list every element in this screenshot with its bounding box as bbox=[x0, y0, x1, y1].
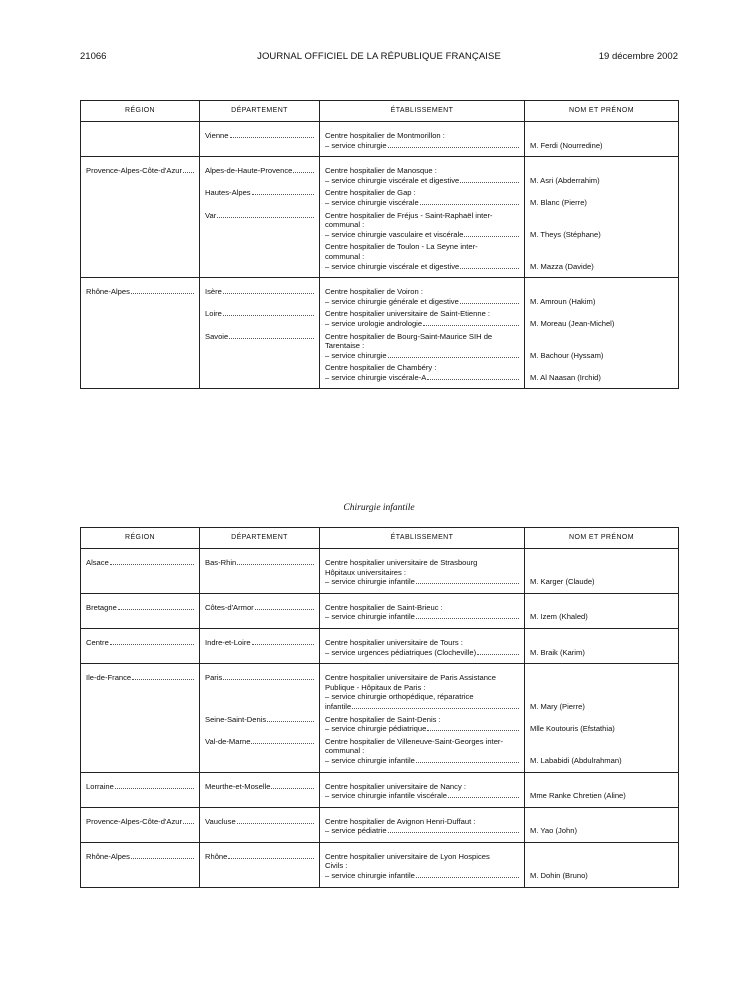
departement-cell bbox=[200, 329, 320, 361]
service-line bbox=[325, 577, 519, 587]
etablissement-cell bbox=[320, 239, 525, 277]
column-header-region: RÉGION bbox=[81, 528, 200, 549]
region-name: Rhône-Alpes bbox=[86, 287, 130, 297]
person-name: M. Moreau (Jean-Michel) bbox=[530, 318, 615, 328]
service-name: – service chirurgie bbox=[325, 140, 387, 150]
dot-leader bbox=[217, 217, 314, 218]
departement-cell bbox=[200, 712, 320, 734]
etablissement-line: Centre hospitalier universitaire de Nancy : bbox=[325, 781, 466, 791]
table-row bbox=[81, 628, 679, 663]
dot-leader bbox=[118, 609, 194, 610]
person-name: M. Mazza (Davide) bbox=[530, 261, 594, 271]
etablissement-cell bbox=[320, 807, 525, 842]
departement-cell bbox=[200, 185, 320, 207]
person-name: M. Braik (Karim) bbox=[530, 647, 585, 657]
etablissement-line: Civils : bbox=[325, 861, 348, 871]
dot-leader bbox=[237, 823, 314, 824]
dot-leader bbox=[423, 325, 519, 326]
dot-leader bbox=[110, 644, 194, 645]
etablissement-line: Centre hospitalier de Fréjus - Saint-Raphaël inter- bbox=[325, 210, 493, 220]
region-name-cell bbox=[86, 852, 194, 862]
nom-cell bbox=[525, 807, 679, 842]
departement-name-cell bbox=[205, 188, 314, 198]
departement-name-cell bbox=[205, 287, 314, 297]
region-cell bbox=[81, 185, 200, 207]
table-body bbox=[81, 549, 679, 888]
person-name: M. Dohin (Bruno) bbox=[530, 871, 588, 881]
journal-title: JOURNAL OFFICIEL DE LA RÉPUBLIQUE FRANÇAISE bbox=[257, 51, 501, 62]
person-name: M. Al Naasan (Irchid) bbox=[530, 372, 601, 382]
region-name-cell bbox=[86, 603, 194, 613]
dot-leader bbox=[388, 357, 519, 358]
departement-cell bbox=[200, 734, 320, 772]
departement-name-cell bbox=[205, 332, 314, 342]
page-number: 21066 bbox=[80, 51, 107, 62]
region-cell bbox=[81, 593, 200, 628]
person-name: M. Lababidi (Abdulrahman) bbox=[530, 755, 622, 765]
etablissement-line: Centre hospitalier de Montmorillon : bbox=[325, 131, 445, 140]
region-name-cell bbox=[86, 673, 194, 683]
table-row bbox=[81, 842, 679, 887]
etablissement-line: Centre hospitalier universitaire de Saint-Etienne : bbox=[325, 309, 491, 319]
service-name: – service chirurgie viscérale et digestive bbox=[325, 175, 460, 185]
service-name: – service chirurgie vasculaire et viscérale bbox=[325, 229, 464, 239]
departement-cell bbox=[200, 360, 320, 389]
departement-cell bbox=[200, 772, 320, 807]
departement-name-cell bbox=[205, 817, 314, 827]
person-name: M. Blanc (Pierre) bbox=[530, 197, 587, 207]
dot-leader bbox=[388, 147, 519, 148]
departement-name: Côtes-d'Armor bbox=[205, 602, 254, 612]
service-name: – service chirurgie infantile bbox=[325, 577, 415, 587]
region-name-cell bbox=[86, 638, 194, 648]
dot-leader bbox=[132, 679, 194, 680]
nom-cell bbox=[525, 329, 679, 361]
region-name: Provence-Alpes-Côte-d'Azur bbox=[86, 816, 182, 826]
table-row bbox=[81, 278, 679, 307]
table-row bbox=[81, 306, 679, 328]
table-row bbox=[81, 208, 679, 240]
departement-name: Savoie bbox=[205, 331, 229, 341]
dot-leader bbox=[293, 172, 314, 173]
departement-name: Val-de-Marne bbox=[205, 736, 251, 746]
etablissement-line: Centre hospitalier universitaire de Tours : bbox=[325, 637, 463, 647]
etablissement-line: Centre hospitalier de Avignon Henri-Duffaut : bbox=[325, 816, 476, 826]
dot-leader bbox=[131, 858, 194, 859]
table-row bbox=[81, 329, 679, 361]
region-cell bbox=[81, 239, 200, 277]
departement-cell bbox=[200, 549, 320, 594]
dot-leader bbox=[110, 564, 194, 565]
column-header-etablissement: ÉTABLISSEMENT bbox=[320, 528, 525, 549]
departement-name: Indre-et-Loire bbox=[205, 637, 251, 647]
service-name: – service chirurgie infantile viscérale bbox=[325, 791, 447, 801]
etablissement-line: Centre hospitalier de Toulon - La Seyne inter- bbox=[325, 242, 478, 252]
service-line bbox=[325, 230, 519, 240]
nom-cell bbox=[525, 593, 679, 628]
etablissement-line: Publique - Hôpitaux de Paris : bbox=[325, 682, 426, 692]
table-row bbox=[81, 157, 679, 186]
page-header bbox=[80, 51, 678, 65]
nom-cell bbox=[525, 360, 679, 389]
nom-cell bbox=[525, 122, 679, 157]
service-line bbox=[325, 702, 519, 712]
service-name: – service chirurgie infantile bbox=[325, 871, 415, 881]
column-header-etablissement: ÉTABLISSEMENT bbox=[320, 101, 525, 122]
dot-leader bbox=[230, 137, 314, 138]
region-cell bbox=[81, 306, 200, 328]
table-row bbox=[81, 122, 679, 157]
etablissement-cell bbox=[320, 664, 525, 712]
service-line bbox=[325, 262, 519, 272]
dot-leader bbox=[271, 788, 314, 789]
service-line bbox=[325, 648, 519, 658]
region-cell bbox=[81, 734, 200, 772]
person-name: M. Yao (John) bbox=[530, 826, 577, 836]
table-row bbox=[81, 239, 679, 277]
dot-leader bbox=[460, 303, 519, 304]
region-name: Alsace bbox=[86, 558, 109, 567]
table-row bbox=[81, 664, 679, 712]
service-line bbox=[325, 198, 519, 208]
dot-leader bbox=[388, 832, 519, 833]
person-name: M. Theys (Stéphane) bbox=[530, 229, 601, 239]
nom-cell bbox=[525, 239, 679, 277]
table-row bbox=[81, 549, 679, 594]
table-row bbox=[81, 185, 679, 207]
dot-leader bbox=[252, 194, 314, 195]
etablissement-cell bbox=[320, 549, 525, 594]
departement-cell bbox=[200, 157, 320, 186]
dot-leader bbox=[131, 293, 194, 294]
region-cell bbox=[81, 664, 200, 712]
departement-name-cell bbox=[205, 852, 314, 862]
etablissement-line: Centre hospitalier universitaire de Lyon Hospices bbox=[325, 851, 490, 861]
region-name: Rhône-Alpes bbox=[86, 851, 130, 861]
nom-cell bbox=[525, 628, 679, 663]
departement-name: Rhône bbox=[205, 851, 228, 861]
region-cell bbox=[81, 807, 200, 842]
dot-leader bbox=[416, 877, 519, 878]
service-name: – service urgences pédiatriques (Clocheville) bbox=[325, 647, 477, 657]
departement-name: Meurthe-et-Moselle bbox=[205, 781, 271, 791]
etablissement-cell bbox=[320, 734, 525, 772]
departement-name: Paris bbox=[205, 673, 223, 683]
dot-leader bbox=[464, 236, 519, 237]
region-name-cell bbox=[86, 817, 194, 827]
person-name: M. Asri (Abderrahim) bbox=[530, 175, 600, 185]
region-cell bbox=[81, 122, 200, 157]
service-line bbox=[325, 724, 519, 734]
etablissement-line: communal : bbox=[325, 251, 365, 261]
dot-leader bbox=[416, 762, 519, 763]
nom-cell bbox=[525, 208, 679, 240]
departement-name: Vaucluse bbox=[205, 816, 236, 826]
etablissement-line: Centre hospitalier de Villeneuve-Saint-Georges inter- bbox=[325, 736, 503, 746]
table-row bbox=[81, 593, 679, 628]
dot-leader bbox=[477, 654, 519, 655]
departement-name: Seine-Saint-Denis bbox=[205, 714, 267, 724]
etablissement-line: communal : bbox=[325, 746, 365, 756]
etablissement-line: – service chirurgie orthopédique, réparatrice bbox=[325, 692, 474, 702]
dot-leader bbox=[416, 583, 519, 584]
etablissement-cell bbox=[320, 306, 525, 328]
departement-name: Hautes-Alpes bbox=[205, 188, 251, 198]
region-name: Provence-Alpes-Côte-d'Azur bbox=[86, 166, 182, 176]
nom-cell bbox=[525, 549, 679, 594]
service-line bbox=[325, 826, 519, 836]
departement-cell bbox=[200, 306, 320, 328]
table-body bbox=[81, 122, 679, 389]
column-header-nom: NOM ET PRÉNOM bbox=[525, 528, 679, 549]
departement-name-cell bbox=[205, 737, 314, 747]
service-name: – service chirurgie viscérale-A bbox=[325, 372, 427, 382]
service-name: – service chirurgie infantile bbox=[325, 755, 415, 765]
region-name: Ile-de-France bbox=[86, 673, 132, 683]
dot-leader bbox=[427, 379, 519, 380]
etablissement-line: Tarentaise : bbox=[325, 341, 365, 351]
etablissement-cell bbox=[320, 593, 525, 628]
region-cell bbox=[81, 628, 200, 663]
etablissement-cell bbox=[320, 712, 525, 734]
region-name-cell bbox=[86, 287, 194, 297]
departement-cell bbox=[200, 593, 320, 628]
etablissement-line: Centre hospitalier de Saint-Brieuc : bbox=[325, 602, 443, 612]
person-name: Mlle Koutouris (Efstathia) bbox=[530, 724, 615, 734]
region-cell bbox=[81, 842, 200, 887]
nom-cell bbox=[525, 842, 679, 887]
nom-cell bbox=[525, 185, 679, 207]
service-line bbox=[325, 297, 519, 307]
region-name: Lorraine bbox=[86, 781, 114, 791]
dot-leader bbox=[416, 618, 519, 619]
departement-name-cell bbox=[205, 166, 314, 176]
column-header-departement: DÉPARTEMENT bbox=[200, 528, 320, 549]
dot-leader bbox=[237, 564, 314, 565]
service-line bbox=[325, 871, 519, 881]
service-name: – service chirurgie bbox=[325, 350, 387, 360]
service-line bbox=[325, 176, 519, 186]
table-row bbox=[81, 807, 679, 842]
departement-name: Isère bbox=[205, 287, 222, 297]
departement-cell bbox=[200, 842, 320, 887]
dot-leader bbox=[183, 823, 194, 824]
person-name: Mme Ranke Chretien (Aline) bbox=[530, 791, 626, 801]
departement-name: Var bbox=[205, 210, 217, 220]
service-name: – service chirurgie pédiatrique bbox=[325, 724, 427, 734]
dot-leader bbox=[267, 721, 314, 722]
service-name: – service urologie andrologie bbox=[325, 318, 423, 328]
etablissement-cell bbox=[320, 628, 525, 663]
dot-leader bbox=[448, 797, 519, 798]
dot-leader bbox=[252, 644, 314, 645]
departement-name-cell bbox=[205, 558, 314, 568]
departement-cell bbox=[200, 807, 320, 842]
service-line bbox=[325, 319, 519, 329]
dot-leader bbox=[229, 338, 314, 339]
service-line bbox=[325, 351, 519, 361]
departement-name-cell bbox=[205, 673, 314, 683]
dot-leader bbox=[251, 743, 314, 744]
etablissement-line: Centre hospitalier de Chambéry : bbox=[325, 363, 437, 373]
service-line bbox=[325, 612, 519, 622]
column-header-departement: DÉPARTEMENT bbox=[200, 101, 320, 122]
region-name: Bretagne bbox=[86, 602, 117, 612]
region-cell bbox=[81, 712, 200, 734]
etablissement-line: Centre hospitalier universitaire de Strasbourg bbox=[325, 558, 478, 567]
nom-cell bbox=[525, 306, 679, 328]
etablissement-cell bbox=[320, 122, 525, 157]
dot-leader bbox=[420, 204, 519, 205]
table-row bbox=[81, 712, 679, 734]
departement-name: Alpes-de-Haute-Provence bbox=[205, 166, 293, 176]
nom-cell bbox=[525, 772, 679, 807]
person-name: M. Karger (Claude) bbox=[530, 577, 595, 587]
table-chirurgie bbox=[80, 100, 679, 389]
departement-cell bbox=[200, 628, 320, 663]
departement-name: Loire bbox=[205, 309, 222, 319]
etablissement-cell bbox=[320, 278, 525, 307]
region-name-cell bbox=[86, 782, 194, 792]
departement-name-cell bbox=[205, 603, 314, 613]
column-header-nom: NOM ET PRÉNOM bbox=[525, 101, 679, 122]
person-name: M. Amroun (Hakim) bbox=[530, 296, 596, 306]
etablissement-cell bbox=[320, 208, 525, 240]
dot-leader bbox=[183, 172, 194, 173]
dot-leader bbox=[223, 315, 314, 316]
region-cell bbox=[81, 360, 200, 389]
departement-cell bbox=[200, 664, 320, 712]
service-name: – service chirurgie viscérale et digestive bbox=[325, 261, 460, 271]
dot-leader bbox=[352, 708, 519, 709]
etablissement-line: Centre hospitalier de Gap : bbox=[325, 188, 416, 198]
etablissement-line: Centre hospitalier de Saint-Denis : bbox=[325, 714, 441, 724]
dot-leader bbox=[223, 679, 314, 680]
service-line bbox=[325, 756, 519, 766]
departement-cell bbox=[200, 278, 320, 307]
etablissement-line: Centre hospitalier de Bourg-Saint-Maurice SIH de bbox=[325, 331, 493, 341]
etablissement-cell bbox=[320, 360, 525, 389]
region-name-cell bbox=[86, 558, 194, 568]
dot-leader bbox=[223, 293, 314, 294]
etablissement-cell bbox=[320, 329, 525, 361]
dot-leader bbox=[115, 788, 194, 789]
publication-date: 19 décembre 2002 bbox=[598, 51, 678, 62]
table-chirurgie-infantile bbox=[80, 527, 679, 888]
nom-cell bbox=[525, 157, 679, 186]
departement-name: Vienne bbox=[205, 131, 229, 140]
departement-cell bbox=[200, 122, 320, 157]
departement-cell bbox=[200, 208, 320, 240]
departement-name-cell bbox=[205, 782, 314, 792]
service-name: – service chirurgie infantile bbox=[325, 612, 415, 622]
person-name: M. Bachour (Hyssam) bbox=[530, 350, 604, 360]
dot-leader bbox=[460, 268, 519, 269]
nom-cell bbox=[525, 712, 679, 734]
dot-leader bbox=[255, 609, 314, 610]
service-name: – service chirurgie générale et digestive bbox=[325, 296, 459, 306]
etablissement-line: communal : bbox=[325, 220, 365, 230]
region-cell bbox=[81, 208, 200, 240]
etablissement-line: Centre hospitalier de Voiron : bbox=[325, 287, 423, 297]
etablissement-cell bbox=[320, 185, 525, 207]
dot-leader bbox=[427, 730, 519, 731]
service-line bbox=[325, 141, 519, 151]
service-name: – service chirurgie viscérale bbox=[325, 197, 419, 207]
departement-name-cell bbox=[205, 638, 314, 648]
departement-name-cell bbox=[205, 211, 314, 221]
region-cell bbox=[81, 772, 200, 807]
departement-name-cell bbox=[205, 309, 314, 319]
etablissement-cell bbox=[320, 842, 525, 887]
region-cell bbox=[81, 157, 200, 186]
table-row bbox=[81, 772, 679, 807]
etablissement-cell bbox=[320, 772, 525, 807]
person-name: M. Izem (Khaled) bbox=[530, 612, 588, 622]
person-name: M. Ferdi (Nourredine) bbox=[530, 140, 603, 150]
dot-leader bbox=[228, 858, 314, 859]
departement-name: Bas-Rhin bbox=[205, 558, 237, 567]
dot-leader bbox=[460, 182, 519, 183]
section-title: Chirurgie infantile bbox=[343, 503, 415, 513]
departement-name-cell bbox=[205, 715, 314, 725]
region-cell bbox=[81, 549, 200, 594]
etablissement-line: Centre hospitalier de Manosque : bbox=[325, 166, 437, 176]
nom-cell bbox=[525, 278, 679, 307]
nom-cell bbox=[525, 734, 679, 772]
etablissement-cell bbox=[320, 157, 525, 186]
region-cell bbox=[81, 329, 200, 361]
nom-cell bbox=[525, 664, 679, 712]
departement-cell bbox=[200, 239, 320, 277]
table-row bbox=[81, 360, 679, 389]
table-row bbox=[81, 734, 679, 772]
service-line bbox=[325, 373, 519, 383]
column-header-region: RÉGION bbox=[81, 101, 200, 122]
region-cell bbox=[81, 278, 200, 307]
etablissement-line: Centre hospitalier universitaire de Paris Assistance bbox=[325, 673, 496, 683]
service-name: – service pédiatrie bbox=[325, 826, 387, 836]
person-name: M. Mary (Pierre) bbox=[530, 701, 585, 711]
departement-name-cell bbox=[205, 131, 314, 141]
service-line bbox=[325, 791, 519, 801]
region-name: Centre bbox=[86, 637, 109, 647]
region-name-cell bbox=[86, 166, 194, 176]
etablissement-line: Hôpitaux universitaires : bbox=[325, 567, 407, 577]
service-name: infantile bbox=[325, 701, 352, 711]
